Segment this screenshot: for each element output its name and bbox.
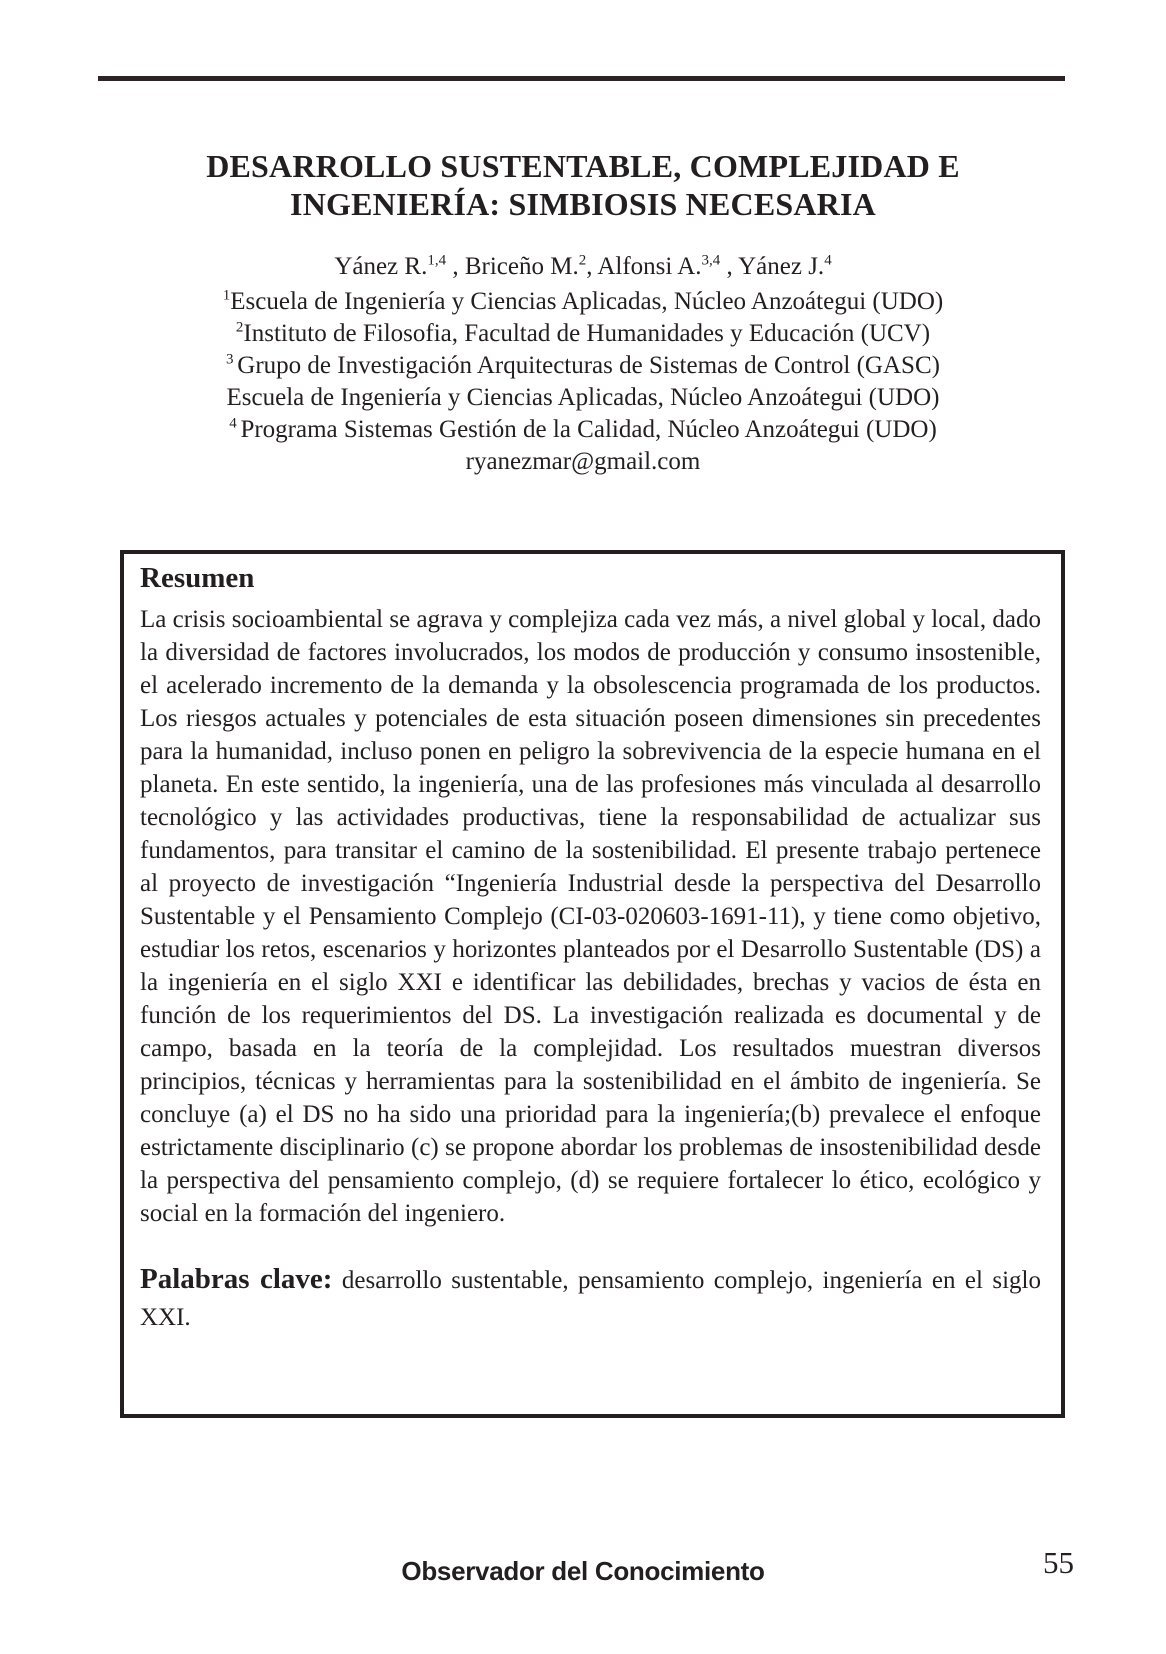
author-superscript: 2	[578, 252, 587, 269]
affiliation-text: Escuela de Ingeniería y Ciencias Aplicadas, Núcleo Anzoátegui (UDO)	[230, 288, 944, 315]
author-superscript: 4	[824, 252, 832, 269]
author-superscript: 1,4	[427, 252, 447, 269]
affiliation-text: Escuela de Ingeniería y Ciencias Aplicadas, Núcleo Anzoátegui (UDO)	[226, 384, 940, 411]
affiliation-superscript: 2	[235, 319, 244, 336]
author-superscript: 3,4	[701, 252, 721, 269]
author-name: Briceño M.	[464, 253, 579, 280]
paper-header	[0, 147, 1166, 478]
author-name: Yánez J.	[738, 253, 825, 280]
affiliation-superscript: 3	[226, 351, 238, 368]
affiliation-text: Programa Sistemas Gestión de la Calidad, Núcleo Anzoátegui (UDO)	[240, 416, 937, 443]
keywords-text: desarrollo sustentable, pensamiento complejo, ingeniería en el siglo XXI.	[140, 1267, 1041, 1331]
abstract-box	[120, 550, 1065, 1418]
header-rule	[98, 76, 1065, 81]
abstract-heading: Resumen	[140, 562, 255, 594]
author-separator: ,	[720, 253, 739, 280]
keywords-label: Palabras clave:	[140, 1263, 333, 1295]
journal-name: Observador del Conocimiento	[401, 1556, 765, 1586]
author-name: Yánez R.	[334, 253, 428, 280]
author-separator: ,	[586, 253, 598, 280]
author-separator: ,	[446, 253, 465, 280]
affiliation-text: Grupo de Investigación Arquitecturas de Sistemas de Control (GASC)	[237, 352, 940, 379]
email-text: ryanezmar@gmail.com	[465, 448, 701, 475]
authors-line	[0, 250, 1166, 284]
affiliation-line	[0, 382, 1166, 414]
keywords-line	[140, 1261, 1041, 1336]
affiliation-superscript: 4	[229, 415, 241, 432]
affiliation-superscript: 1	[222, 287, 231, 304]
author-name: Alfonsi A.	[597, 253, 702, 280]
page-number: 55	[1043, 1545, 1074, 1580]
affiliation-line	[0, 414, 1166, 446]
affiliation-line	[0, 350, 1166, 382]
paper-title	[0, 147, 1166, 223]
affiliation-line	[0, 286, 1166, 318]
paper-title-line1: DESARROLLO SUSTENTABLE, COMPLEJIDAD E	[206, 148, 960, 184]
affiliation-line	[0, 318, 1166, 350]
affiliation-text: Instituto de Filosofia, Facultad de Humanidades y Educación (UCV)	[243, 320, 931, 347]
paper-title-line2: INGENIERÍA: SIMBIOSIS NECESARIA	[290, 186, 876, 222]
abstract-body: La crisis socioambiental se agrava y complejiza cada vez más, a nivel global y local, dado la diversidad de factores involucrados, los modos de producción y consumo insostenible, el acelerado incremento de la demanda y la obsolescencia programada de los productos. Los riesgos actuales y potenciales de esta situación poseen dimensiones sin precedentes para la humanidad, incluso ponen en peligro la sobrevivencia de la especie humana en el planeta. En este sentido, la ingeniería, una de las profesiones más vinculada al desarrollo tecnológico y las actividades productivas, tiene la responsabilidad de actualizar sus fundamentos, para transitar el camino de la sostenibilidad. El presente trabajo pertenece al proyecto de investigación “Ingeniería Industrial desde la perspectiva del Desarrollo Sustentable y el Pensamiento Complejo (CI-03-020603-1691-11), y tiene como objetivo, estudiar los retos, escenarios y horizontes planteados por el Desarrollo Sustentable (DS) a la ingeniería en el siglo XXI e identificar las debilidades, brechas y vacios de ésta en función de los requerimientos del DS. La investigación realizada es documental y de campo, basada en la teoría de la complejidad. Los resultados muestran diversos principios, técnicas y herramientas para la sostenibilidad en el ámbito de ingeniería. Se concluye (a) el DS no ha sido una prioridad para la ingeniería;(b) prevalece el enfoque estrictamente disciplinario (c) se propone abordar los problemas de insostenibilidad desde la perspectiva del pensamiento complejo, (d) se requiere fortalecer lo ético, ecológico y social en la formación del ingeniero.	[140, 606, 1041, 1227]
